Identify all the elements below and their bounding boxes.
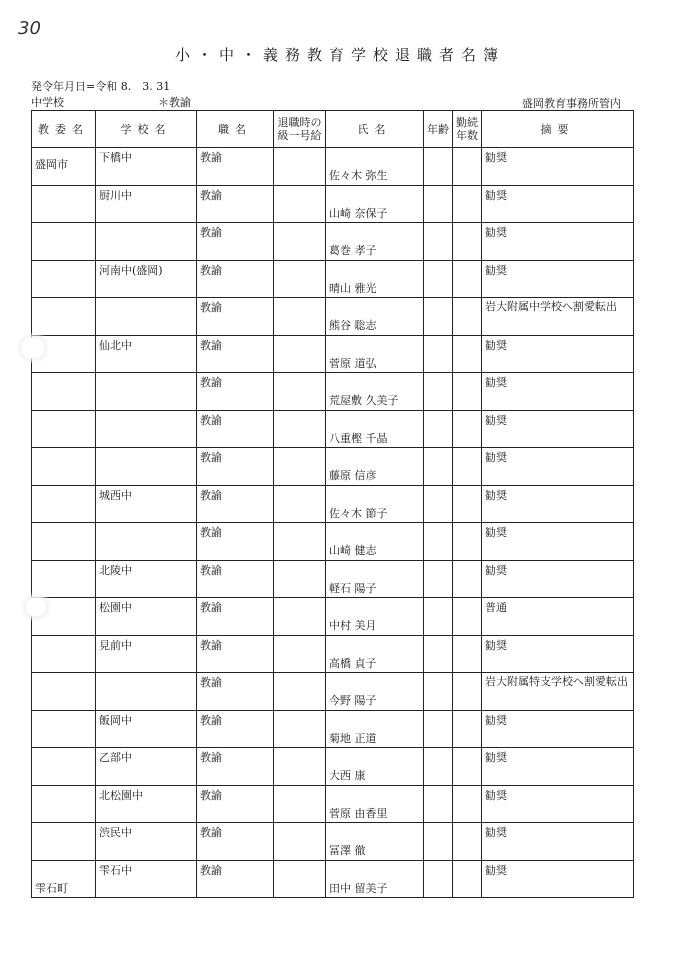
cell-remarks-text: 勧奨 [485,151,507,164]
cell-name [326,598,424,636]
cell-years [453,485,482,523]
cell-name [326,860,424,898]
table-row [32,410,634,448]
cell-remarks [482,298,634,336]
cell-school [96,710,197,748]
cell-board [32,223,96,261]
cell-name-text: 菅原 由香里 [329,806,388,820]
cell-school-text: 仙北中 [99,338,132,352]
cell-grade [274,823,326,861]
cell-title [197,448,274,486]
cell-title-text: 教諭 [200,301,222,314]
cell-name-text: 大西 康 [329,769,366,782]
cell-school [96,185,197,223]
cell-title [197,673,274,711]
cell-school [96,673,197,711]
cell-name-text: 田中 留美子 [329,881,388,895]
cell-name-text: 中村 美月 [329,619,377,632]
cell-board [32,560,96,598]
cell-school [96,373,197,411]
cell-grade [274,710,326,748]
cell-name-text: 佐々木 弥生 [329,169,388,182]
cell-years [453,298,482,336]
cell-title-text: 教諭 [200,751,222,764]
cell-title-text: 教諭 [200,413,222,427]
cell-title-text: 教諭 [200,263,222,277]
cell-age [424,148,453,186]
cell-name-text: 佐々木 節子 [329,506,388,520]
cell-board-text [32,486,95,507]
cell-board-text [32,411,95,432]
cell-school-text [96,223,196,226]
cell-grade [274,598,326,636]
cell-school-text: 飯岡中 [99,713,132,727]
cell-age [424,860,453,898]
cell-remarks-text: 勧奨 [485,863,507,877]
cell-remarks [482,710,634,748]
cell-remarks-text: 勧奨 [485,413,507,427]
cell-age [424,223,453,261]
cell-board-text [32,373,95,394]
header-remarks: 摘要 [482,111,634,148]
cell-title-text: 教諭 [200,788,222,802]
cell-school [96,785,197,823]
cell-school-text [96,411,196,414]
table-row [32,260,634,298]
cell-age [424,785,453,823]
cell-remarks [482,448,634,486]
cell-age [424,485,453,523]
cell-name [326,335,424,373]
cell-name-text: 今野 陽子 [329,694,377,707]
table-row [32,148,634,186]
cell-remarks [482,373,634,411]
cell-school-text: 雫石中 [99,863,132,877]
retiree-table [31,110,634,898]
cell-board [32,298,96,336]
cell-name-text: 熊谷 聡志 [329,319,377,332]
cell-remarks [482,185,634,223]
cell-remarks [482,260,634,298]
cell-age [424,260,453,298]
cell-title [197,635,274,673]
cell-name-text: 山崎 奈保子 [329,206,388,220]
cell-name [326,785,424,823]
table-row [32,635,634,673]
cell-name [326,148,424,186]
cell-years [453,710,482,748]
cell-title-text: 教諭 [200,376,222,389]
cell-board [32,785,96,823]
cell-school-text [96,448,196,451]
cell-remarks-text: 普通 [485,601,507,614]
cell-school [96,635,197,673]
cell-title [197,523,274,561]
cell-school [96,560,197,598]
cell-title [197,185,274,223]
cell-title-text: 教諭 [200,338,222,352]
cell-board-text [32,298,95,319]
cell-name [326,560,424,598]
cell-remarks-text: 勧奨 [485,188,507,202]
cell-name-text: 葛巻 孝子 [329,244,377,257]
cell-years [453,860,482,898]
cell-school [96,260,197,298]
cell-name-text: 冨澤 徹 [329,844,366,857]
cell-remarks [482,560,634,598]
cell-grade [274,223,326,261]
cell-school-text: 渋民中 [99,826,132,839]
cell-age [424,748,453,786]
cell-age [424,823,453,861]
cell-grade [274,785,326,823]
cell-school [96,748,197,786]
cell-age [424,373,453,411]
cell-name [326,710,424,748]
cell-remarks [482,523,634,561]
cell-remarks [482,148,634,186]
cell-years [453,260,482,298]
cell-board-text [32,748,95,769]
cell-school [96,298,197,336]
cell-school-text: 乙部中 [99,751,132,764]
cell-years [453,523,482,561]
cell-name [326,410,424,448]
cell-name-text: 八重樫 千晶 [329,431,388,445]
cell-board-text [32,448,95,469]
cell-board [32,260,96,298]
cell-board [32,635,96,673]
cell-name [326,185,424,223]
cell-board [32,710,96,748]
scan-smudge [26,598,46,616]
cell-age [424,635,453,673]
cell-remarks-text: 勧奨 [485,751,507,764]
cell-age [424,523,453,561]
cell-grade [274,635,326,673]
cell-remarks-text: 勧奨 [485,526,507,539]
cell-name-text: 菅原 道弘 [329,356,377,370]
cell-school-text [96,373,196,376]
position-filter: ＊教諭 [158,96,191,109]
cell-name-text: 軽石 陽子 [329,581,377,595]
cell-school-text: 北陵中 [99,563,132,577]
cell-school-text [96,673,196,676]
cell-grade [274,485,326,523]
cell-title-text: 教諭 [200,188,222,202]
cell-board-text: 雫石町 [35,881,68,895]
cell-name [326,748,424,786]
cell-remarks [482,748,634,786]
cell-board-text [32,711,95,732]
cell-school [96,223,197,261]
school-level: 中学校 [31,96,64,109]
cell-name [326,523,424,561]
cell-title [197,823,274,861]
cell-school-text: 河南中(盛岡) [99,263,163,277]
cell-name-text: 菊地 正道 [329,731,377,745]
page-number: 30 [18,18,41,39]
cell-school [96,860,197,898]
cell-grade [274,260,326,298]
header-school: 学校名 [96,111,197,148]
cell-board [32,410,96,448]
scan-smudge [22,338,44,358]
cell-remarks-text: 勧奨 [485,826,507,839]
cell-remarks [482,823,634,861]
cell-title-text: 教諭 [200,863,222,877]
cell-remarks-text: 岩大附属特支学校へ割愛転出 [485,675,628,688]
cell-remarks-text: 勧奨 [485,788,507,802]
cell-title [197,485,274,523]
cell-title [197,860,274,898]
cell-age [424,185,453,223]
table-row [32,185,634,223]
table-row [32,448,634,486]
cell-remarks-text: 勧奨 [485,376,507,389]
cell-remarks [482,223,634,261]
table-row [32,785,634,823]
cell-title [197,710,274,748]
cell-years [453,635,482,673]
cell-school-text: 厨川中 [99,188,132,202]
cell-board [32,373,96,411]
cell-grade [274,185,326,223]
cell-years [453,448,482,486]
cell-title [197,223,274,261]
cell-school-text: 下橋中 [99,151,132,164]
cell-remarks-text: 勧奨 [485,451,507,464]
cell-title-text: 教諭 [200,601,222,614]
cell-board [32,523,96,561]
cell-name [326,298,424,336]
cell-age [424,673,453,711]
cell-years [453,185,482,223]
cell-title [197,598,274,636]
cell-age [424,598,453,636]
cell-board-text [32,786,95,807]
cell-board-text [32,561,95,582]
cell-years [453,410,482,448]
cell-board [32,823,96,861]
cell-remarks-text: 勧奨 [485,638,507,652]
cell-board [32,185,96,223]
table-row [32,223,634,261]
cell-years [453,223,482,261]
table-row [32,485,634,523]
cell-school [96,598,197,636]
cell-remarks [482,485,634,523]
cell-title-text: 教諭 [200,638,222,652]
cell-age [424,298,453,336]
cell-years [453,598,482,636]
cell-years [453,823,482,861]
cell-name-text: 山崎 健志 [329,544,377,557]
cell-grade [274,298,326,336]
table-row [32,710,634,748]
table-row [32,335,634,373]
header-board: 教委名 [32,111,96,148]
cell-years [453,748,482,786]
cell-school [96,448,197,486]
cell-title [197,148,274,186]
cell-board-text [32,823,95,844]
cell-school-text: 北松園中 [99,788,143,802]
table-row [32,860,634,898]
cell-title-text: 教諭 [200,451,222,464]
cell-remarks [482,598,634,636]
cell-grade [274,448,326,486]
office-name: 盛岡教育事務所管内 [522,97,621,110]
cell-name-text: 晴山 雅光 [329,281,377,295]
cell-grade [274,748,326,786]
cell-remarks-text: 岩大附属中学校へ割愛転出 [485,300,617,313]
cell-remarks-text: 勧奨 [485,488,507,502]
cell-title-text: 教諭 [200,563,222,577]
cell-board-text [32,523,95,544]
cell-school [96,823,197,861]
cell-grade [274,673,326,711]
cell-years [453,785,482,823]
cell-school-text [96,523,196,526]
cell-title [197,298,274,336]
cell-remarks [482,860,634,898]
cell-school [96,485,197,523]
cell-board-text [32,673,95,694]
cell-remarks-text: 勧奨 [485,263,507,277]
cell-remarks-text: 勧奨 [485,563,507,577]
cell-grade [274,148,326,186]
cell-years [453,373,482,411]
table-row [32,560,634,598]
table-row [32,298,634,336]
cell-board [32,860,96,898]
cell-title [197,748,274,786]
cell-years [453,148,482,186]
cell-name [326,673,424,711]
cell-title [197,373,274,411]
table-row [32,748,634,786]
cell-age [424,710,453,748]
table-row [32,673,634,711]
header-name: 氏名 [326,111,424,148]
cell-title [197,260,274,298]
cell-title-text: 教諭 [200,676,222,689]
cell-school-text: 城西中 [99,488,132,502]
cell-board [32,485,96,523]
cell-title [197,785,274,823]
cell-name [326,448,424,486]
cell-grade [274,523,326,561]
cell-remarks [482,673,634,711]
cell-school-text: 見前中 [99,638,132,652]
cell-school [96,410,197,448]
cell-remarks-text: 勧奨 [485,713,507,727]
cell-school [96,523,197,561]
cell-board-text [32,636,95,657]
cell-age [424,410,453,448]
table-row [32,523,634,561]
issue-date: 発令年月日=令和 8. 3. 31 [31,80,171,93]
cell-board [32,748,96,786]
cell-name [326,260,424,298]
cell-name [326,373,424,411]
cell-title-text: 教諭 [200,488,222,502]
cell-remarks [482,335,634,373]
cell-age [424,448,453,486]
cell-title-text: 教諭 [200,526,222,539]
cell-board-text [32,186,95,207]
cell-school-text: 松園中 [99,601,132,614]
cell-name-text: 荒屋敷 久美子 [329,394,399,407]
cell-title-text: 教諭 [200,826,222,839]
cell-remarks [482,635,634,673]
header-grade: 退職時の級一号給 [274,111,326,148]
cell-school [96,148,197,186]
cell-remarks-text: 勧奨 [485,338,507,352]
table-row [32,823,634,861]
cell-board [32,148,96,186]
cell-age [424,335,453,373]
table-row [32,598,634,636]
header-title: 職名 [197,111,274,148]
cell-name [326,635,424,673]
cell-name [326,485,424,523]
cell-name [326,223,424,261]
cell-title-text: 教諭 [200,713,222,727]
table-row [32,373,634,411]
cell-title [197,560,274,598]
cell-grade [274,860,326,898]
cell-years [453,673,482,711]
cell-grade [274,373,326,411]
cell-title-text: 教諭 [200,226,222,239]
cell-school-text [96,298,196,301]
cell-name-text: 高橋 貞子 [329,656,377,670]
header-age: 年齢 [424,111,453,148]
cell-board-text [32,261,95,282]
cell-board-text [32,223,95,244]
cell-name-text: 藤原 信彦 [329,469,377,482]
cell-title [197,410,274,448]
table-header [32,111,634,148]
cell-age [424,560,453,598]
header-years: 勤続年数 [453,111,482,148]
cell-years [453,335,482,373]
cell-board [32,448,96,486]
cell-grade [274,410,326,448]
cell-remarks [482,410,634,448]
cell-remarks [482,785,634,823]
cell-grade [274,560,326,598]
document-title: 小・中・義務教育学校退職者名簿 [174,46,505,64]
cell-school [96,335,197,373]
cell-title [197,335,274,373]
cell-board [32,673,96,711]
cell-grade [274,335,326,373]
cell-board-text: 盛岡市 [35,158,68,171]
cell-remarks-text: 勧奨 [485,226,507,239]
cell-name [326,823,424,861]
cell-title-text: 教諭 [200,151,222,164]
cell-years [453,560,482,598]
